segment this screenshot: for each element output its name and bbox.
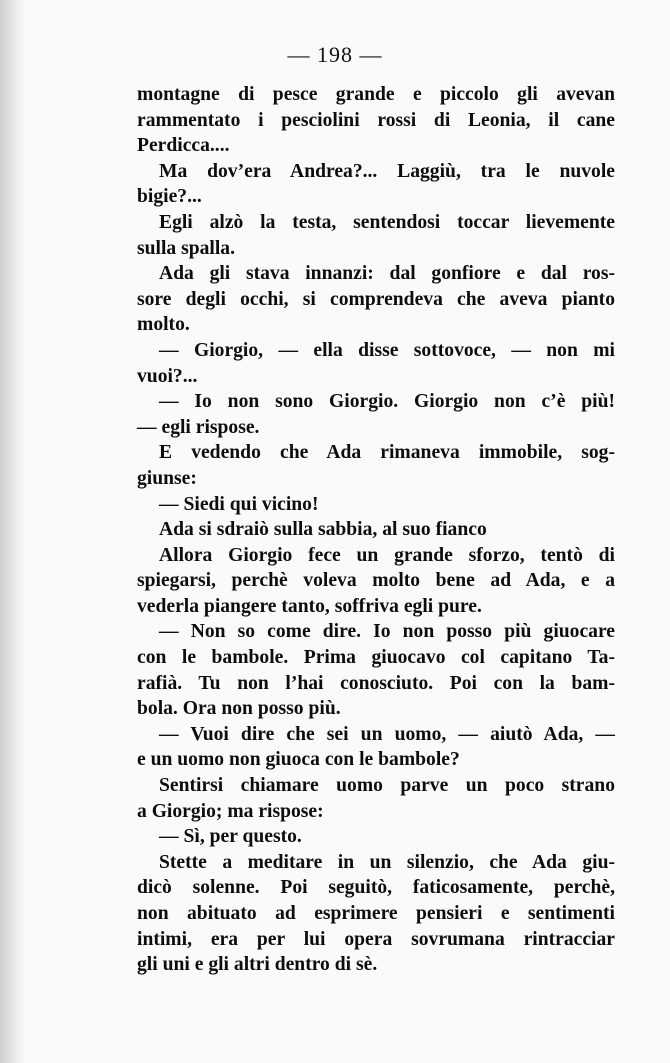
text-line: Ma dov’era Andrea?... Laggiù, tra le nuvole — [159, 160, 615, 182]
text-line: — Sì, per questo. — [159, 826, 302, 848]
text-line: non abituato ad esprimere pensieri e sentimenti — [137, 903, 615, 924]
page-gutter-shadow — [0, 0, 26, 1063]
text-line: E vedendo che Ada rimaneva immobile, sog- — [159, 442, 615, 464]
text-line: Perdicca.... — [137, 135, 230, 157]
text-line: sore degli occhi, si comprendeva che aveva pianto — [137, 288, 615, 310]
text-line: Allora Giorgio fece un grande sforzo, tentò di — [159, 544, 615, 566]
text-line: Ada si sdraiò sulla sabbia, al suo fianco — [159, 519, 487, 541]
text-line: Sentirsi chiamare uomo parve un poco strano — [159, 775, 615, 797]
text-line: Egli alzò la testa, sentendosi toccar lievemente — [159, 211, 615, 233]
text-line: con le bambole. Prima giuocavo col capitano Ta- — [137, 647, 615, 669]
text-line: giunse: — [137, 467, 197, 489]
text-line: — Giorgio, — ella disse sottovoce, — non mi — [159, 339, 615, 361]
text-line: molto. — [137, 314, 190, 336]
text-line: Ada gli stava innanzi: dal gonfiore e dal ros- — [159, 263, 615, 285]
text-line: sulla spalla. — [137, 237, 236, 259]
text-line: vuoi?... — [137, 365, 198, 387]
text-line: vederla piangere tanto, soffriva egli pure. — [137, 595, 482, 617]
text-line: — Io non sono Giorgio. Giorgio non c’è più! — [159, 391, 615, 413]
text-line: bigie?... — [137, 186, 202, 208]
text-line: rafià. Tu non l’hai conosciuto. Poi con la bam- — [137, 672, 615, 694]
text-line: rammentato i pesciolini rossi di Leonia, il cane — [137, 109, 615, 131]
text-line: dicò solenne. Poi seguitò, faticosamente, perchè, — [137, 877, 615, 899]
text-line: — Siedi qui vicino! — [159, 493, 319, 515]
text-line: — egli rispose. — [137, 416, 260, 438]
text-line: gli uni e gli altri dentro di sè. — [137, 954, 378, 976]
text-line: — Vuoi dire che sei un uomo, — aiutò Ada, — — [159, 723, 615, 745]
page-number: — 198 — — [287, 42, 383, 67]
text-line: bola. Ora non posso più. — [137, 698, 341, 720]
text-line: e un uomo non giuoca con le bambole? — [137, 749, 460, 771]
text-line: montagne di pesce grande e piccolo gli avevan — [137, 84, 615, 105]
text-line: — Non so come dire. Io non posso più giuocare — [159, 621, 615, 643]
body-text — [137, 82, 615, 978]
text-line: a Giorgio; ma rispose: — [137, 800, 324, 822]
text-line: Stette a meditare in un silenzio, che Ada giu- — [159, 851, 615, 873]
text-line: intimi, era per lui opera sovrumana rintracciar — [137, 928, 615, 950]
text-line: spiegarsi, perchè voleva molto bene ad Ada, e a — [137, 570, 615, 592]
